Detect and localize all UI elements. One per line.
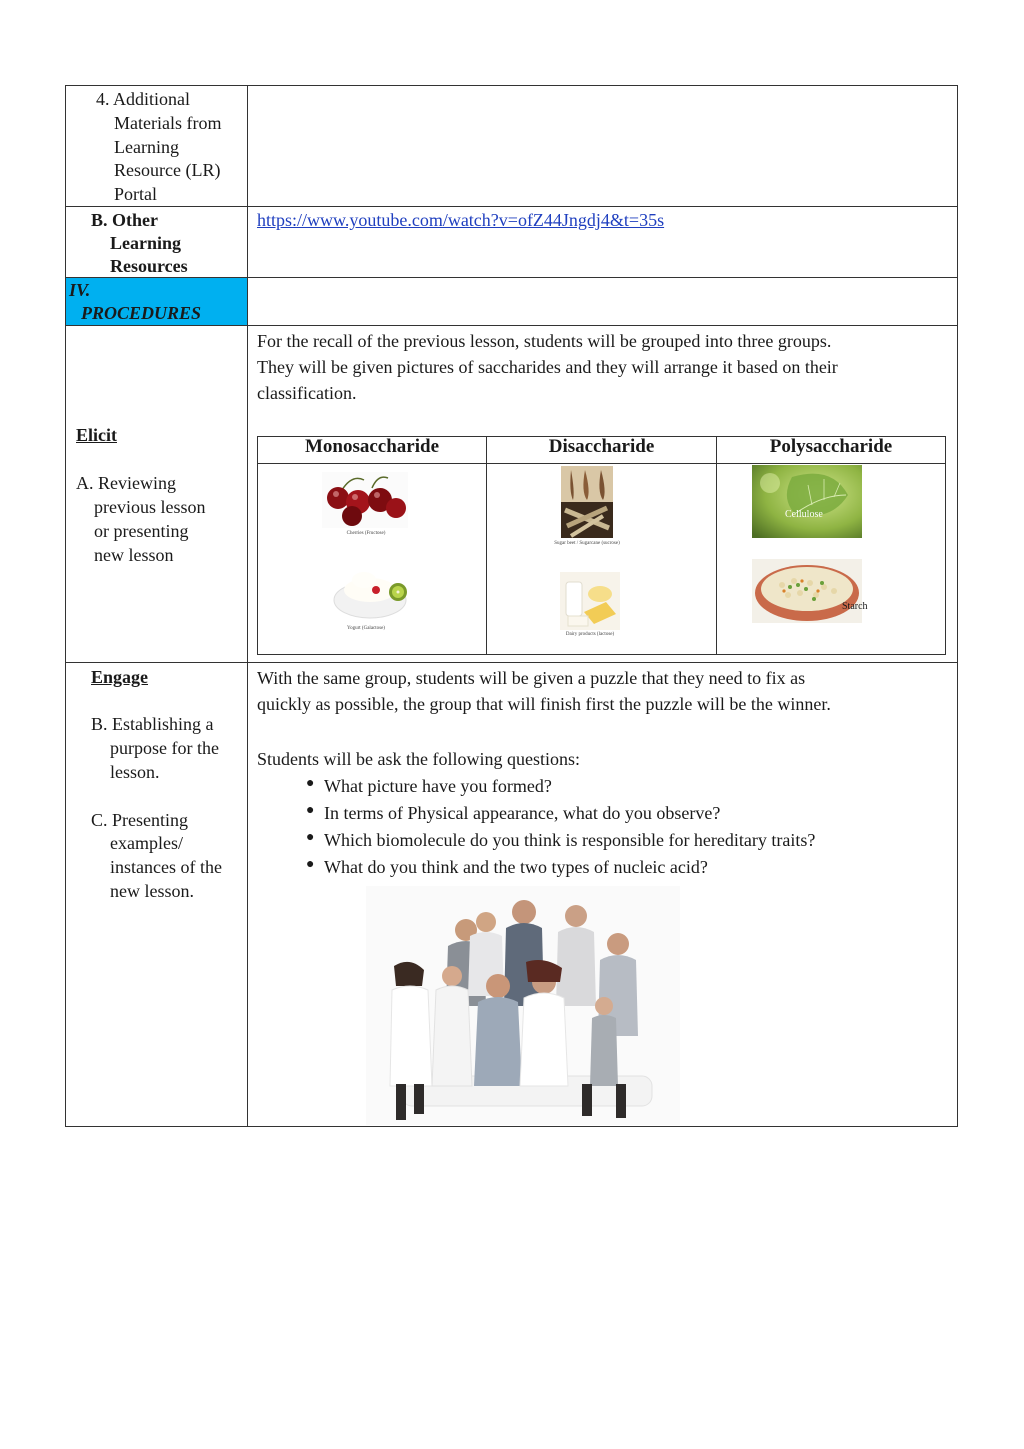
row-divider <box>65 325 958 326</box>
bullet-icon: ● <box>306 830 315 845</box>
procedures-label-line: IV. <box>69 280 91 300</box>
elicit-label-line: A. Reviewing <box>76 473 176 493</box>
column-divider <box>247 85 248 1127</box>
starch-label: Starch <box>842 601 868 612</box>
engage-label-c-line: new lesson. <box>110 881 194 901</box>
engage-label-b-line: lesson. <box>110 762 160 782</box>
cherries-caption: Cherries (Fructose) <box>346 531 386 536</box>
engage-label-b-line: purpose for the <box>110 738 219 758</box>
elicit-label-line: or presenting <box>94 521 189 541</box>
inner-table-col-divider <box>486 436 487 655</box>
inner-table-right <box>945 436 946 655</box>
inner-table-bottom <box>257 654 946 655</box>
yogurt-image <box>330 566 416 622</box>
youtube-link[interactable]: https://www.youtube.com/watch?v=ofZ44Jngdj4&t=35s <box>257 210 665 230</box>
engage-label-c-line: examples/ <box>110 833 183 853</box>
additional-label-line: 4. Additional <box>96 89 190 109</box>
additional-label-line: Resource (LR) <box>114 160 221 180</box>
table-top-border <box>65 85 958 86</box>
procedures-label-line: PROCEDURES <box>81 303 202 323</box>
inner-table-header-divider <box>257 463 946 464</box>
additional-label-line: Materials from <box>114 113 222 133</box>
bullet-icon: ● <box>306 803 315 818</box>
header-disaccharide: Disaccharide <box>548 436 655 457</box>
elicit-label-line: previous lesson <box>94 497 206 517</box>
question-item: What picture have you formed? <box>324 776 552 796</box>
engage-intro-line: quickly as possible, the group that will finish first the puzzle will be the winner. <box>257 694 831 714</box>
question-item: In terms of Physical appearance, what do you observe? <box>324 803 721 823</box>
family-photo <box>366 886 680 1125</box>
table-bottom-border <box>65 1126 958 1127</box>
sugarbeet-image <box>561 466 613 538</box>
bullet-icon: ● <box>306 776 315 791</box>
elicit-intro-line: classification. <box>257 383 357 403</box>
header-polysaccharide: Polysaccharide <box>769 436 893 457</box>
cellulose-image <box>752 465 862 538</box>
engage-intro-line: With the same group, students will be given a puzzle that they need to fix as <box>257 668 806 688</box>
elicit-intro-line: They will be given pictures of saccharides and they will arrange it based on their <box>257 357 838 377</box>
table-left-border <box>65 85 66 1127</box>
row-divider <box>65 206 958 207</box>
other-resources-label-line: Learning <box>110 233 182 253</box>
elicit-intro-line: For the recall of the previous lesson, students will be grouped into three groups. <box>257 331 832 351</box>
row-divider <box>65 662 958 663</box>
engage-label-b-line: B. Establishing a <box>91 714 214 734</box>
question-item: What do you think and the two types of nucleic acid? <box>324 857 708 877</box>
starch-image <box>752 559 862 623</box>
engage-heading: Engage <box>91 667 149 687</box>
dairy-image <box>560 572 620 630</box>
additional-label-line: Learning <box>114 137 179 157</box>
header-monosaccharide: Monosaccharide <box>304 436 440 457</box>
bullet-icon: ● <box>306 857 315 872</box>
engage-label-c-line: C. Presenting <box>91 810 188 830</box>
elicit-label-line: new lesson <box>94 545 174 565</box>
question-item: Which biomolecule do you think is responsible for hereditary traits? <box>324 830 816 850</box>
elicit-heading: Elicit <box>76 425 117 445</box>
additional-label-line: Portal <box>114 184 157 204</box>
table-right-border <box>957 85 958 1127</box>
yogurt-caption: Yogurt (Galactose) <box>347 626 385 631</box>
dairy-caption: Dairy products (lactose) <box>565 632 615 637</box>
cherries-image <box>322 472 408 528</box>
cellulose-label: Cellulose <box>785 509 823 520</box>
other-resources-label-line: Resources <box>110 256 188 276</box>
inner-table-left <box>257 436 258 655</box>
questions-intro: Students will be ask the following questions: <box>257 749 580 769</box>
sugarbeet-caption: Sugar beet / Sugarcane (sucrose) <box>554 541 620 546</box>
inner-table-col-divider <box>716 436 717 655</box>
other-resources-label-line: B. Other <box>91 210 158 230</box>
engage-label-c-line: instances of the <box>110 857 222 877</box>
